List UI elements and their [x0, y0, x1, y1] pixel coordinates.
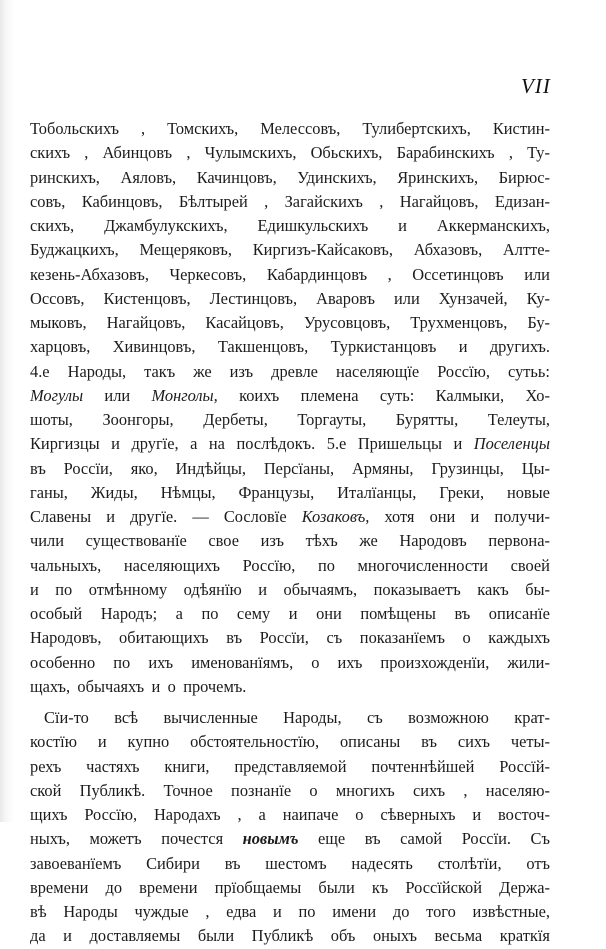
word: обитающихъ	[119, 628, 209, 648]
word: едва	[226, 902, 257, 921]
word: Киргизъ-Кайсаковъ,	[252, 240, 393, 260]
word: Оссовъ,	[30, 288, 85, 308]
word: харцовъ,	[30, 337, 91, 357]
word: да	[30, 926, 46, 946]
word: щахъ,	[30, 676, 71, 696]
text-line	[30, 876, 550, 900]
word: времени	[30, 877, 89, 897]
word: Удинскихъ,	[297, 167, 377, 187]
word: Ку-	[526, 288, 550, 308]
word: были	[197, 926, 235, 946]
word: еще	[318, 829, 346, 849]
text-line	[30, 554, 550, 578]
word: Россїи,	[259, 628, 309, 648]
text-line	[30, 651, 550, 675]
word: они	[429, 507, 456, 526]
word: Едизан-	[494, 191, 550, 211]
word: особый	[30, 604, 83, 623]
word: многихъ	[335, 780, 395, 800]
emphasized-word: Монголы,	[151, 385, 218, 405]
word: Кабинцовъ,	[81, 191, 163, 211]
word: Народовъ,	[30, 628, 102, 648]
word: Качинцовъ,	[196, 167, 277, 187]
word: произхожденїи,	[380, 652, 490, 672]
text-line	[30, 360, 550, 384]
word: доставляемы	[89, 926, 181, 946]
word: же	[359, 531, 378, 551]
word: Народы,	[283, 708, 342, 727]
emphasized-word: Козаковъ,	[301, 507, 370, 526]
word: Индѣйцы,	[175, 458, 247, 478]
word: Кистин-	[492, 119, 550, 138]
word: Обьскихъ,	[310, 143, 383, 163]
word: ихъ	[337, 652, 363, 672]
word: и	[273, 902, 282, 921]
word: показываетъ	[373, 579, 461, 599]
word: Хо-	[525, 385, 550, 405]
word: Держа-	[499, 877, 550, 897]
text-line	[30, 141, 550, 165]
word: тѣхъ	[305, 531, 338, 551]
word: ихъ	[148, 652, 174, 672]
word: весьма	[434, 926, 483, 946]
word: кезень-Абхазовъ,	[30, 264, 149, 284]
word: суть:	[379, 385, 415, 405]
word: населяю-	[485, 780, 550, 800]
word: извѣстные,	[472, 902, 550, 921]
word: ныхъ,	[30, 829, 70, 849]
word: Жиды,	[90, 482, 138, 502]
word: Черкесовъ,	[169, 264, 247, 284]
word: Россїи.	[461, 829, 511, 849]
word: а	[258, 805, 266, 824]
word: совъ,	[30, 191, 66, 211]
word: самой	[400, 829, 443, 849]
word: къ	[371, 877, 389, 897]
text-body	[30, 117, 550, 949]
word: обычаямъ,	[283, 579, 358, 599]
word: другихъ.	[489, 337, 550, 357]
word: Россїйской	[405, 877, 482, 897]
word: шестомъ	[265, 853, 327, 873]
word: коихъ	[239, 385, 280, 405]
text-line	[30, 730, 550, 754]
word: ,	[379, 191, 384, 211]
word: можетъ	[89, 829, 142, 849]
text-line	[30, 675, 550, 699]
word: описанїе	[488, 604, 550, 623]
word: въ	[226, 628, 243, 648]
word: вычисленные	[163, 708, 258, 727]
text-line	[30, 481, 550, 505]
word: Цы-	[521, 458, 550, 478]
word: и	[458, 337, 468, 357]
word: —	[192, 507, 209, 526]
word: и	[288, 604, 298, 623]
word: времени	[139, 877, 198, 897]
word: Хивинцовъ,	[112, 337, 196, 357]
word: Киргизцы	[30, 434, 100, 454]
word: Мещеряковъ,	[139, 240, 232, 260]
word: были	[318, 877, 355, 897]
word: въ	[224, 853, 241, 873]
word: обстоятельностїю,	[190, 732, 320, 752]
word: до	[392, 902, 410, 921]
word: же	[193, 361, 212, 381]
word: Касайцовъ,	[205, 313, 284, 332]
word: ,	[205, 902, 210, 921]
emphasized-word: новымъ	[242, 829, 299, 849]
word: почтеннѣйшей	[371, 756, 475, 776]
word: Джамбулукскихъ,	[104, 216, 228, 235]
word: населяющїе	[335, 361, 420, 381]
text-line	[30, 263, 550, 287]
word: Кабардинцовъ	[266, 264, 368, 284]
word: Съ	[530, 829, 550, 849]
word: и	[453, 434, 463, 454]
word: Аваровъ	[316, 288, 375, 308]
word: съ	[367, 708, 383, 727]
word: и	[258, 579, 268, 599]
word: о	[309, 780, 318, 800]
word: частяхъ	[86, 756, 140, 776]
word: Едишкульскихъ	[257, 216, 369, 235]
text-line	[30, 287, 550, 311]
word: Нѣмцы,	[160, 482, 216, 502]
word: Французы,	[238, 482, 315, 502]
word: Нагайцовъ,	[399, 191, 479, 211]
word: Народовъ	[399, 531, 467, 551]
word: Аккерманскихъ,	[436, 216, 550, 235]
word: хотя	[384, 507, 415, 526]
word: Народы	[63, 902, 118, 921]
word: Чулымскихъ,	[204, 143, 297, 163]
word: о	[462, 628, 471, 648]
text-line	[30, 578, 550, 602]
word: Россїю,	[242, 555, 296, 575]
text-line	[30, 602, 550, 626]
text-line	[30, 803, 550, 827]
word: Туркистанцовъ	[330, 337, 437, 357]
text-line	[30, 852, 550, 876]
word: о	[311, 652, 320, 672]
word: восточ-	[498, 805, 550, 824]
word: завоеванїемъ	[30, 853, 122, 873]
word: Аяловъ,	[120, 167, 177, 187]
word: племена	[300, 385, 359, 405]
word: всѣ	[114, 708, 139, 727]
word: именованїямъ,	[191, 652, 294, 672]
text-line	[30, 408, 550, 432]
text-line	[30, 117, 550, 141]
word: особенно	[30, 652, 96, 672]
word: бы-	[525, 579, 550, 599]
text-line	[30, 166, 550, 190]
word: они	[316, 604, 342, 623]
word: скихъ,	[30, 216, 75, 235]
word: на	[208, 434, 225, 454]
word: представляемой	[234, 756, 347, 776]
word: вѣ	[30, 902, 47, 921]
text-line	[30, 190, 550, 214]
word: Персїаны,	[263, 458, 335, 478]
word: описаны	[339, 732, 401, 752]
word: по	[298, 902, 316, 921]
word: почестся	[161, 829, 224, 849]
word: сихъ	[412, 780, 446, 800]
word: Тобольскихъ	[30, 119, 120, 138]
text-line	[30, 827, 550, 851]
word: Бу-	[527, 313, 550, 332]
text-line	[30, 626, 550, 650]
word: Народы,	[67, 361, 127, 381]
word: по	[55, 579, 73, 599]
paragraph	[30, 117, 550, 699]
word: Оссетинцовъ	[412, 264, 504, 284]
text-line	[30, 505, 550, 529]
word: и	[97, 732, 107, 752]
word: а	[190, 434, 198, 454]
word: Армяны,	[351, 458, 414, 478]
text-line	[30, 238, 550, 262]
word: объ	[330, 926, 356, 946]
word: Мелессовъ,	[260, 119, 341, 138]
word: Греки,	[439, 482, 485, 502]
text-line	[30, 384, 550, 408]
text-line	[30, 900, 550, 924]
word: первона-	[488, 531, 550, 551]
word: прїобщаемы	[214, 877, 302, 897]
word: другїе.	[130, 507, 178, 526]
word: отмѣнному	[88, 579, 168, 599]
word: Хунзачей,	[438, 288, 508, 308]
word: оныхъ	[372, 926, 417, 946]
word: сему	[236, 604, 271, 623]
word: Россїи,	[63, 458, 113, 478]
word: обычаяхъ	[77, 676, 145, 696]
emphasized-word: Поселенцы	[473, 434, 550, 454]
word: въ	[30, 458, 46, 478]
word: ,	[237, 805, 242, 824]
word: жили-	[507, 652, 550, 672]
word: по	[317, 555, 335, 575]
word: и	[470, 507, 480, 526]
word: того	[426, 902, 456, 921]
text-line	[30, 529, 550, 553]
word: Лестинцовъ,	[209, 288, 298, 308]
word: такъ	[144, 361, 176, 381]
text-line	[30, 457, 550, 481]
word: Телеуты,	[487, 410, 550, 429]
word: показанїемъ	[359, 628, 445, 648]
word: или	[104, 385, 131, 405]
word: Тулибертскихъ,	[362, 119, 471, 138]
word: Ту-	[527, 143, 550, 163]
word: другїе,	[131, 434, 179, 454]
word: какъ	[477, 579, 509, 599]
word: или	[394, 288, 420, 308]
word: сихъ	[457, 732, 490, 752]
word: Точное	[163, 780, 213, 800]
word: Россїю,	[437, 361, 490, 381]
text-line	[30, 432, 550, 456]
word: Публикѣ.	[79, 780, 146, 800]
word: Италїанцы,	[337, 482, 417, 502]
word: шоты,	[30, 410, 73, 429]
word: по	[201, 604, 219, 623]
word: Россїю,	[84, 805, 138, 824]
word: Бирюс-	[498, 167, 550, 187]
word: Сословїе	[223, 507, 287, 526]
text-line	[30, 311, 550, 335]
word: ,	[463, 780, 468, 800]
word: Грузинцы,	[431, 458, 504, 478]
paragraph-gap	[30, 699, 550, 706]
word: мыковъ,	[30, 313, 87, 332]
word: о	[355, 805, 364, 824]
word: прочемъ.	[183, 676, 247, 696]
word: и	[106, 507, 115, 526]
word: Нагайцовъ,	[106, 313, 186, 332]
text-line	[30, 924, 550, 948]
word: книги,	[164, 756, 210, 776]
word: сѣверныхъ	[380, 805, 456, 824]
word: Калмыки,	[435, 385, 505, 405]
word: надесять	[351, 853, 413, 873]
word: въ	[364, 829, 381, 849]
word: Дербеты,	[203, 410, 268, 429]
word: ,	[508, 143, 513, 163]
word: до	[105, 877, 123, 897]
word: чальныхъ,	[30, 555, 102, 575]
paragraph	[30, 706, 550, 949]
word: купно	[127, 732, 170, 752]
word: яко,	[130, 458, 158, 478]
word: Сїи-то	[44, 708, 89, 727]
word: 5.е	[326, 434, 347, 454]
word: Бурятты,	[395, 410, 459, 429]
word: изъ	[229, 361, 254, 381]
page-number: VII	[521, 74, 551, 98]
word: о	[167, 676, 176, 696]
word: Сибири	[146, 853, 200, 873]
word: ринскихъ,	[30, 167, 100, 187]
word: ,	[186, 143, 191, 163]
word: Торгауты,	[297, 410, 367, 429]
text-line	[30, 214, 550, 238]
word: Алтте-	[502, 240, 550, 260]
word: ,	[387, 264, 392, 284]
word: Публикѣ	[251, 926, 314, 946]
word: отъ	[526, 853, 550, 873]
word: Томскихъ,	[167, 119, 239, 138]
word: помѣщены	[360, 604, 436, 623]
word: и	[472, 805, 482, 824]
word: костїю	[30, 732, 77, 752]
word: Урусовцовъ,	[303, 313, 391, 332]
word: Кистенцовъ,	[103, 288, 191, 308]
word: Россїй-	[499, 756, 550, 776]
word: многочисленности	[357, 555, 489, 575]
word: краткїя	[499, 926, 550, 946]
word: крат-	[514, 708, 550, 727]
word: или	[524, 264, 550, 284]
word: Зоонгоры,	[102, 410, 174, 429]
word: новые	[506, 482, 550, 502]
word: имени	[332, 902, 377, 921]
word: Барабинскихъ	[396, 143, 495, 163]
word: изъ	[260, 531, 285, 551]
word: древле	[271, 361, 318, 381]
word: въ	[421, 732, 437, 752]
word: Абинцовъ	[102, 143, 173, 163]
word: Народахъ	[153, 805, 221, 824]
word: 4.е	[30, 361, 50, 381]
word: и	[398, 216, 407, 235]
word: и	[111, 434, 120, 454]
word: своей	[510, 555, 550, 575]
text-line	[30, 335, 550, 359]
word: Абхазовъ,	[413, 240, 483, 260]
word: одѣянїю	[183, 579, 242, 599]
text-line	[30, 779, 550, 803]
word: и	[151, 676, 161, 696]
word: ,	[84, 143, 89, 163]
text-line	[30, 706, 550, 730]
word: Такшенцовъ,	[217, 337, 309, 357]
word: и	[30, 579, 39, 599]
word: Бѣлтырей	[178, 191, 248, 211]
word: Трухменцовъ,	[410, 313, 508, 332]
word: Буджацкихъ,	[30, 240, 119, 260]
word: Славены	[30, 507, 92, 526]
word: ской	[30, 780, 62, 800]
word: Пришельцы	[357, 434, 442, 454]
word: Народъ;	[100, 604, 158, 623]
word: рехъ	[30, 756, 62, 776]
word: наипаче	[282, 805, 339, 824]
word: четы-	[510, 732, 550, 752]
text-line	[30, 755, 550, 779]
word: а	[175, 604, 183, 623]
word: Яринскихъ,	[397, 167, 479, 187]
word: съ	[326, 628, 343, 648]
word: ,	[140, 119, 146, 138]
word: познанїе	[231, 780, 292, 800]
word: свое	[208, 531, 239, 551]
word: возможною	[408, 708, 489, 727]
word: существованїе	[85, 531, 187, 551]
word: получи-	[494, 507, 550, 526]
emphasized-word: Могулы	[30, 385, 84, 405]
word: по	[113, 652, 131, 672]
word: и	[63, 926, 72, 946]
word: каждыхъ	[488, 628, 550, 648]
word: ,	[264, 191, 269, 211]
word: чуждые	[134, 902, 189, 921]
word: ганы,	[30, 482, 68, 502]
word: послѣдокъ.	[236, 434, 316, 454]
word: въ	[454, 604, 471, 623]
word: сутьь:	[508, 361, 550, 381]
word: чили	[30, 531, 64, 551]
word: скихъ	[30, 143, 71, 163]
word: щихъ	[30, 805, 68, 824]
word: Загайскихъ	[284, 191, 363, 211]
word: столѣтїи,	[437, 853, 502, 873]
word: населяющихъ	[123, 555, 221, 575]
